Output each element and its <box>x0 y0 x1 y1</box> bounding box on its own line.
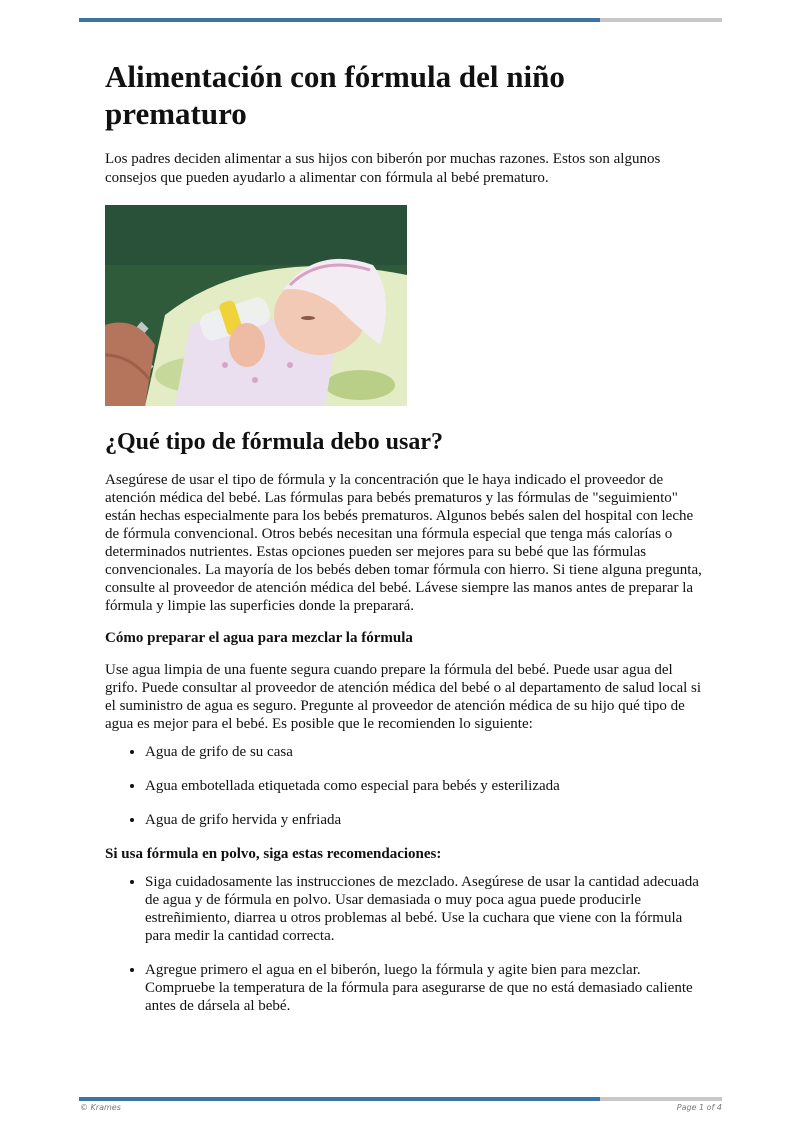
list-item: • Agua embotellada etiquetada como especial para bebés y esterilizada <box>145 777 705 795</box>
footer-page-number: Page 1 of 4 <box>676 1103 722 1112</box>
list-item: • Agua de grifo hervida y enfriada <box>145 811 705 829</box>
water-options-list <box>105 743 705 829</box>
list-item: • Agregue primero el agua en el biberón, luego la fórmula y agite bien para mezclar. Compruebe la temperatura de la fórmula para asegurarse de que no está demasiado caliente antes de dársela al bebé. <box>145 961 705 1015</box>
subheading-prepare-water: Cómo preparar el agua para mezclar la fórmula <box>105 630 413 646</box>
top-progress-fill <box>79 18 600 22</box>
list-item: • Siga cuidadosamente las instrucciones de mezclado. Asegúrese de usar la cantidad adecuada de agua y de fórmula en polvo. Usar demasiada o muy poca agua puede producirle estreñimiento, diarrea u otros problemas al bebé. Use la cuchara que viene con la fórmula para medir la cantidad correcta. <box>145 873 705 945</box>
subheading-powder-formula: Si usa fórmula en polvo, siga estas recomendaciones: <box>105 846 442 862</box>
footer-copyright: © Krames <box>80 1103 121 1112</box>
article <box>105 58 705 1015</box>
section-paragraph-prepare-water: Use agua limpia de una fuente segura cuando prepare la fórmula del bebé. Puede usar agua del grifo. Puede consultar al proveedor de atención médica del bebé o al departamento de salud local si el suministro de agua es seguro. Pregunte al proveedor de atención médica de su hijo qué tipo de agua es mejor para el bebé. Es posible que le recomienden lo siguiente: <box>105 662 702 732</box>
baby-bottle-feeding-photo <box>105 205 407 406</box>
bottom-progress-bar <box>79 1097 722 1101</box>
section-heading-formula-type: ¿Qué tipo de fórmula debo usar? <box>105 429 444 455</box>
list-item: • Agua de grifo de su casa <box>145 743 705 761</box>
intro-paragraph: Los padres deciden alimentar a sus hijos con biberón por muchas razones. Estos son algunos consejos que pueden ayudarlo a alimentar con fórmula al bebé prematuro. <box>105 151 661 186</box>
photo-illustration <box>105 205 407 406</box>
top-progress-bar <box>79 18 722 22</box>
bottom-progress-fill <box>79 1097 600 1101</box>
powder-recommendations-list <box>105 873 705 1015</box>
page-title: Alimentación con fórmula del niño prematuro <box>105 59 565 131</box>
section-paragraph-formula-type: Asegúrese de usar el tipo de fórmula y la concentración que le haya indicado el proveedor de atención médica del bebé. Las fórmulas para bebés prematuros y las fórmulas de "seguimiento" están hechas especialmente para los bebés prematuros. Algunos bebés salen del hospital con leche de fórmula convencional. Otros bebés necesitan una fórmula especial que tenga más calorías o determinados nutrientes. Estas opciones pueden ser mejores para su bebé que las fórmulas convencionales. La mayoría de los bebés deben tomar fórmula con hierro. Si tiene alguna pregunta, consulte al proveedor de atención médica del bebé. Lávese siempre las manos antes de preparar la fórmula y limpie las superficies donde la preparará. <box>105 472 702 614</box>
